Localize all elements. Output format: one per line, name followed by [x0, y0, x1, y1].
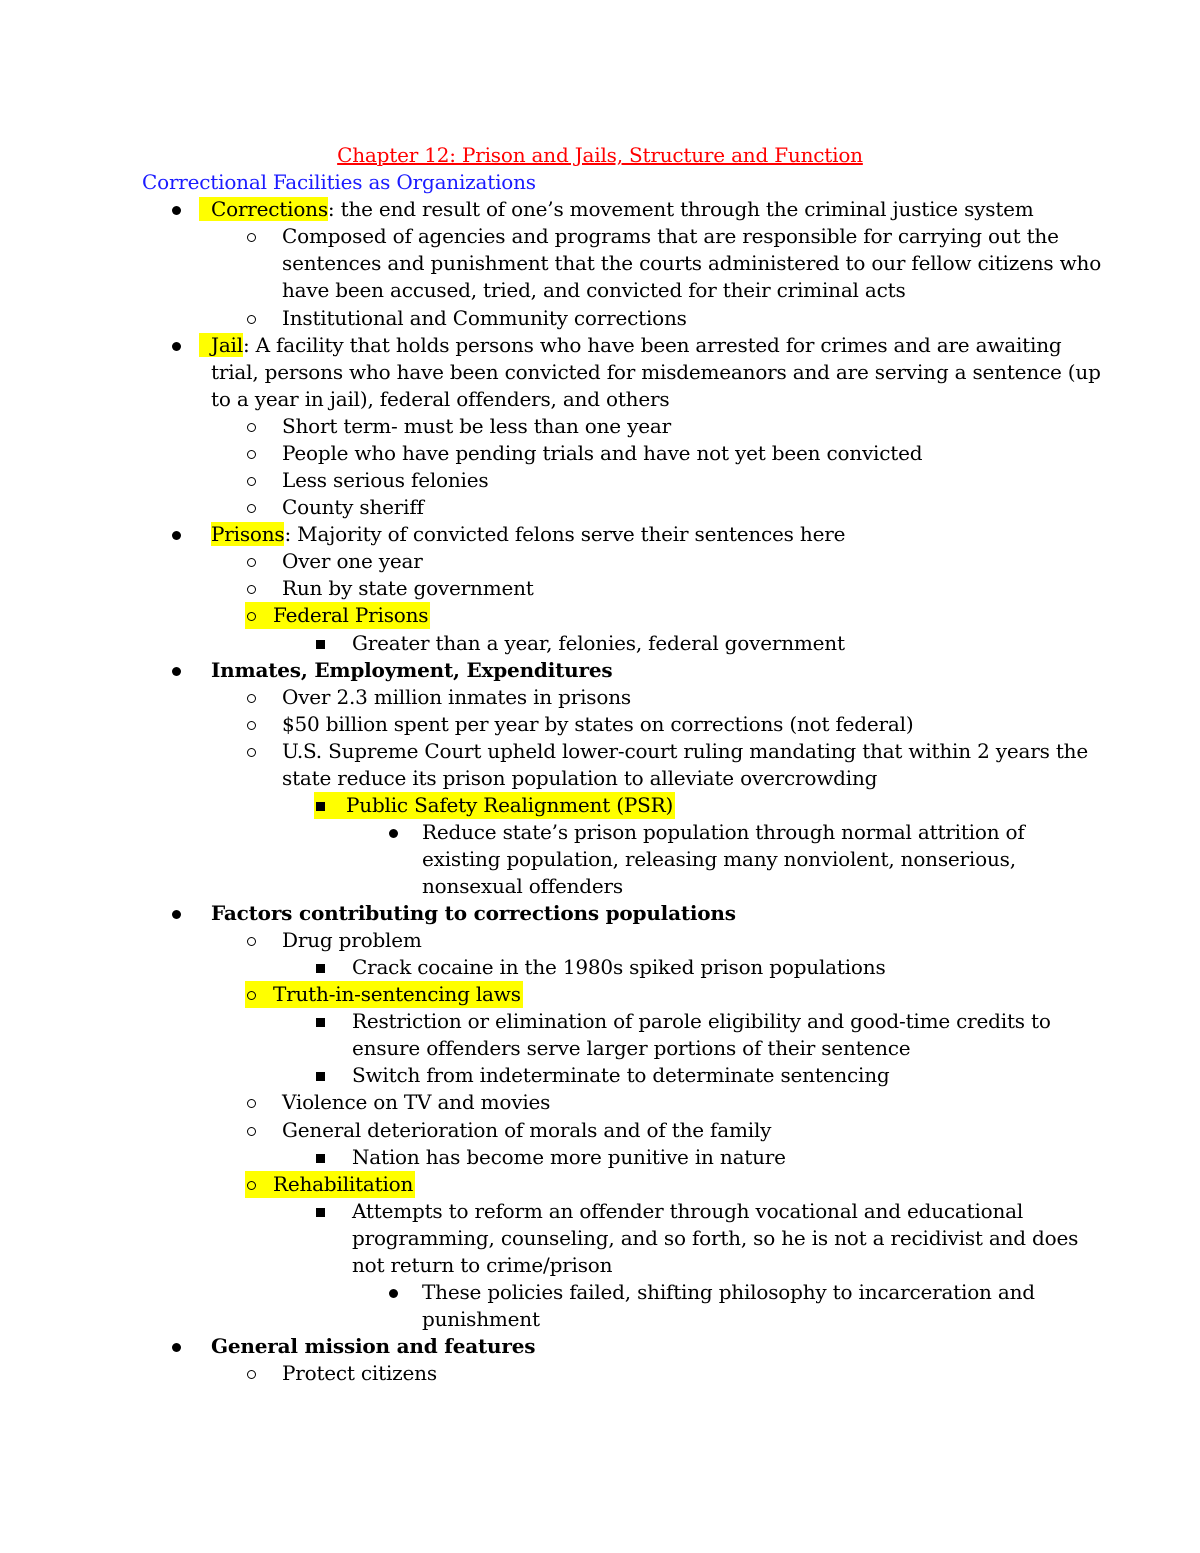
list-item-continuation: ensure offenders serve larger portions of their sentence [352, 1036, 911, 1060]
bullet-circle-marker [247, 1089, 256, 1116]
list-item: People who have pending trials and have not yet been convicted [282, 441, 923, 465]
bullet-circle-marker [247, 738, 256, 765]
bullet-circle-marker [247, 548, 256, 575]
highlighted-term: Truth-in-sentencing laws [273, 982, 521, 1006]
highlighted-term: Jail [199, 333, 243, 357]
bullet-square-marker [316, 630, 325, 657]
bullet-circle-marker [247, 494, 256, 521]
bullet-circle-marker [247, 612, 256, 621]
list-item: Over one year [282, 549, 423, 573]
bullet-circle-marker [247, 1181, 256, 1190]
list-item: Greater than a year, felonies, federal government [352, 631, 845, 655]
highlighted-term: Rehabilitation [273, 1172, 414, 1196]
bullet-circle-marker [247, 223, 256, 250]
bullet-dot-marker [389, 819, 398, 846]
page-title: Chapter 12: Prison and Jails, Structure and Function [337, 143, 863, 167]
definition-text: : Majority of convicted felons serve their sentences here [284, 522, 846, 546]
list-item-continuation: to a year in jail), federal offenders, and others [211, 387, 670, 411]
highlighted-term: Corrections [199, 197, 328, 221]
list-item: Drug problem [282, 928, 422, 952]
bullet-circle-marker [247, 575, 256, 602]
highlighted-term: Public Safety Realignment (PSR) [346, 793, 674, 817]
list-heading: Inmates, Employment, Expenditures [211, 658, 613, 682]
bullet-square-marker [316, 1008, 325, 1035]
list-item: These policies failed, shifting philosophy to incarceration and [422, 1280, 1035, 1304]
list-item-highlighted [314, 792, 675, 819]
bullet-circle-marker [247, 1360, 256, 1387]
list-item: Protect citizens [282, 1361, 437, 1385]
bullet-circle-marker [247, 991, 256, 1000]
list-item: Run by state government [282, 576, 534, 600]
list-item [211, 196, 1034, 223]
list-item-continuation: sentences and punishment that the courts administered to our fellow citizens who [282, 251, 1102, 275]
list-item: Violence on TV and movies [282, 1090, 551, 1114]
list-item: Attempts to reform an offender through vocational and educational [352, 1199, 1024, 1223]
definition-text: : the end result of one’s movement through the criminal justice system [327, 197, 1034, 221]
bullet-dot-marker [172, 657, 181, 684]
list-item-continuation: have been accused, tried, and convicted for their criminal acts [282, 278, 906, 302]
list-item: Nation has become more punitive in nature [352, 1145, 786, 1169]
list-item-continuation: nonsexual offenders [422, 874, 623, 898]
list-item-continuation: state reduce its prison population to alleviate overcrowding [282, 766, 878, 790]
list-item-continuation: programming, counseling, and so forth, so he is not a recidivist and does [352, 1226, 1079, 1250]
bullet-circle-marker [247, 711, 256, 738]
bullet-square-marker [316, 954, 325, 981]
list-item [211, 332, 1061, 359]
list-item: Less serious felonies [282, 468, 489, 492]
list-item: County sheriff [282, 495, 424, 519]
list-item: Switch from indeterminate to determinate sentencing [352, 1063, 890, 1087]
bullet-square-marker [316, 1062, 325, 1089]
list-item: Reduce state’s prison population through normal attrition of [422, 820, 1025, 844]
list-item [211, 521, 845, 548]
bullet-circle-marker [247, 684, 256, 711]
bullet-dot-marker [172, 196, 181, 223]
list-item: U.S. Supreme Court upheld lower-court ruling mandating that within 2 years the [282, 739, 1088, 763]
definition-text: : A facility that holds persons who have been arrested for crimes and are awaiting [242, 333, 1062, 357]
list-item: Restriction or elimination of parole eligibility and good-time credits to [352, 1009, 1051, 1033]
bullet-circle-marker [247, 413, 256, 440]
highlighted-term: Federal Prisons [273, 603, 429, 627]
list-item: Over 2.3 million inmates in prisons [282, 685, 631, 709]
list-heading: General mission and features [211, 1334, 536, 1358]
list-heading: Factors contributing to corrections populations [211, 901, 736, 925]
highlighted-term: Prisons [211, 522, 285, 546]
bullet-circle-marker [247, 467, 256, 494]
list-item-highlighted [245, 981, 523, 1008]
list-item: General deterioration of morals and of the family [282, 1118, 772, 1142]
list-item: Short term- must be less than one year [282, 414, 671, 438]
section-heading: Correctional Facilities as Organizations [142, 170, 536, 194]
list-item-continuation: not return to crime/prison [352, 1253, 613, 1277]
bullet-square-marker [316, 1198, 325, 1225]
bullet-circle-marker [247, 927, 256, 954]
bullet-circle-marker [247, 1117, 256, 1144]
bullet-dot-marker [172, 900, 181, 927]
list-item-continuation: punishment [422, 1307, 540, 1331]
list-item-highlighted [245, 602, 430, 629]
list-item: Crack cocaine in the 1980s spiked prison populations [352, 955, 886, 979]
list-item: Institutional and Community corrections [282, 306, 687, 330]
list-item: Composed of agencies and programs that are responsible for carrying out the [282, 224, 1059, 248]
bullet-circle-marker [247, 305, 256, 332]
bullet-square-marker [316, 1144, 325, 1171]
bullet-dot-marker [389, 1279, 398, 1306]
list-item-continuation: existing population, releasing many nonviolent, nonserious, [422, 847, 1016, 871]
bullet-dot-marker [172, 1333, 181, 1360]
bullet-dot-marker [172, 332, 181, 359]
list-item: $50 billion spent per year by states on corrections (not federal) [282, 712, 914, 736]
bullet-circle-marker [247, 440, 256, 467]
list-item-highlighted [245, 1171, 415, 1198]
list-item-continuation: trial, persons who have been convicted for misdemeanors and are serving a sentence (up [211, 360, 1101, 384]
bullet-square-marker [316, 802, 325, 811]
bullet-dot-marker [172, 521, 181, 548]
